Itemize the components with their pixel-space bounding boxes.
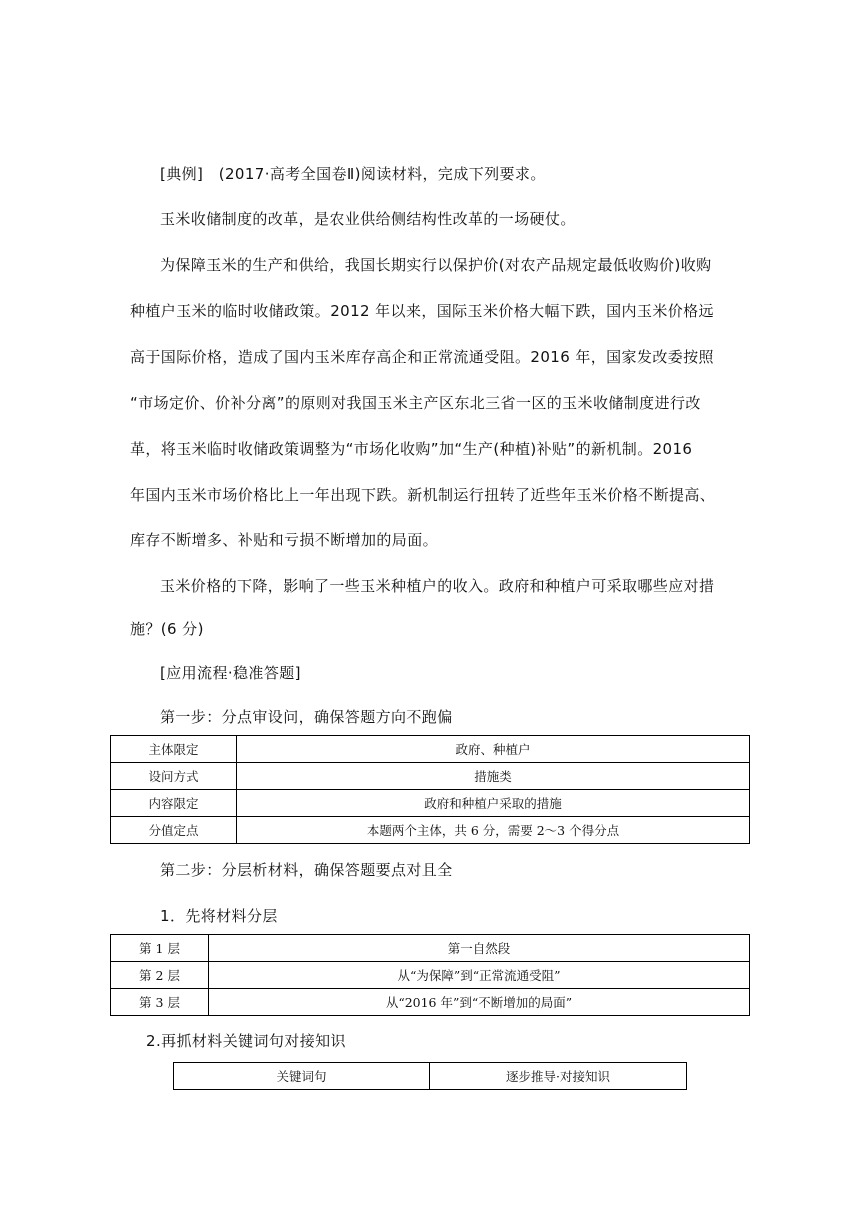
table-header-cell: 关键词句 [174, 1063, 430, 1090]
table-cell-label: 设问方式 [111, 763, 237, 790]
table-cell-label: 第 3 层 [111, 989, 209, 1016]
table-cell-value: 政府和种植户采取的措施 [237, 790, 750, 817]
table-cell-value: 从“2016 年”到“不断增加的局面” [209, 989, 750, 1016]
keywords-table [173, 1062, 687, 1090]
step-1-heading: 第一步：分点审设问，确保答题方向不跑偏 [160, 708, 453, 726]
example-heading: [典例] (2017·高考全国卷Ⅱ)阅读材料，完成下列要求。 [160, 165, 546, 183]
question-line-2: 施？(6 分) [130, 620, 204, 638]
sub-heading-2: 2.再抓材料关键词句对接知识 [146, 1032, 346, 1050]
paragraph-2-line-6: 年国内玉米市场价格比上一年出现下跌。新机制运行扭转了近些年玉米价格不断提高、 [130, 486, 716, 504]
table-cell-value: 从“为保障”到“正常流通受阻” [209, 962, 750, 989]
table-cell-label: 第 1 层 [111, 935, 209, 962]
paragraph-2-line-1: 为保障玉米的生产和供给，我国长期实行以保护价(对农产品规定最低收购价)收购 [160, 256, 712, 274]
table-row [111, 935, 750, 962]
paragraph-1: 玉米收储制度的改革，是农业供给侧结构性改革的一场硬仗。 [160, 210, 576, 228]
table-cell-label: 第 2 层 [111, 962, 209, 989]
table-header-row [174, 1063, 687, 1090]
analysis-table [110, 735, 750, 844]
table-row [111, 962, 750, 989]
section-heading: [应用流程·稳准答题] [160, 664, 301, 682]
table-row [111, 989, 750, 1016]
table-cell-value: 第一自然段 [209, 935, 750, 962]
table-cell-label: 分值定点 [111, 817, 237, 844]
paragraph-2-line-5: 革，将玉米临时收储政策调整为“市场化收购”加“生产(种植)补贴”的新机制。2016 [130, 440, 693, 458]
question-line-1: 玉米价格的下降，影响了一些玉米种植户的收入。政府和种植户可采取哪些应对措 [160, 577, 715, 595]
sub-heading-1: 1．先将材料分层 [160, 907, 278, 925]
table-cell-value: 措施类 [237, 763, 750, 790]
paragraph-2-line-3: 高于国际价格，造成了国内玉米库存高企和正常流通受阻。2016 年，国家发改委按照 [130, 348, 714, 366]
table-cell-value: 政府、种植户 [237, 736, 750, 763]
table-row [111, 763, 750, 790]
paragraph-2-line-7: 库存不断增多、补贴和亏损不断增加的局面。 [130, 531, 439, 549]
table-header-cell: 逐步推导·对接知识 [430, 1063, 687, 1090]
table-row [111, 817, 750, 844]
table-cell-label: 内容限定 [111, 790, 237, 817]
paragraph-2-line-4: “市场定价、价补分离”的原则对我国玉米主产区东北三省一区的玉米收储制度进行改 [130, 394, 701, 412]
table-cell-label: 主体限定 [111, 736, 237, 763]
table-row [111, 790, 750, 817]
table-cell-value: 本题两个主体，共 6 分，需要 2～3 个得分点 [237, 817, 750, 844]
paragraph-2-line-2: 种植户玉米的临时收储政策。2012 年以来，国际玉米价格大幅下跌，国内玉米价格远 [130, 302, 714, 320]
layers-table [110, 934, 750, 1016]
table-row [111, 736, 750, 763]
step-2-heading: 第二步：分层析材料，确保答题要点对且全 [160, 861, 453, 879]
